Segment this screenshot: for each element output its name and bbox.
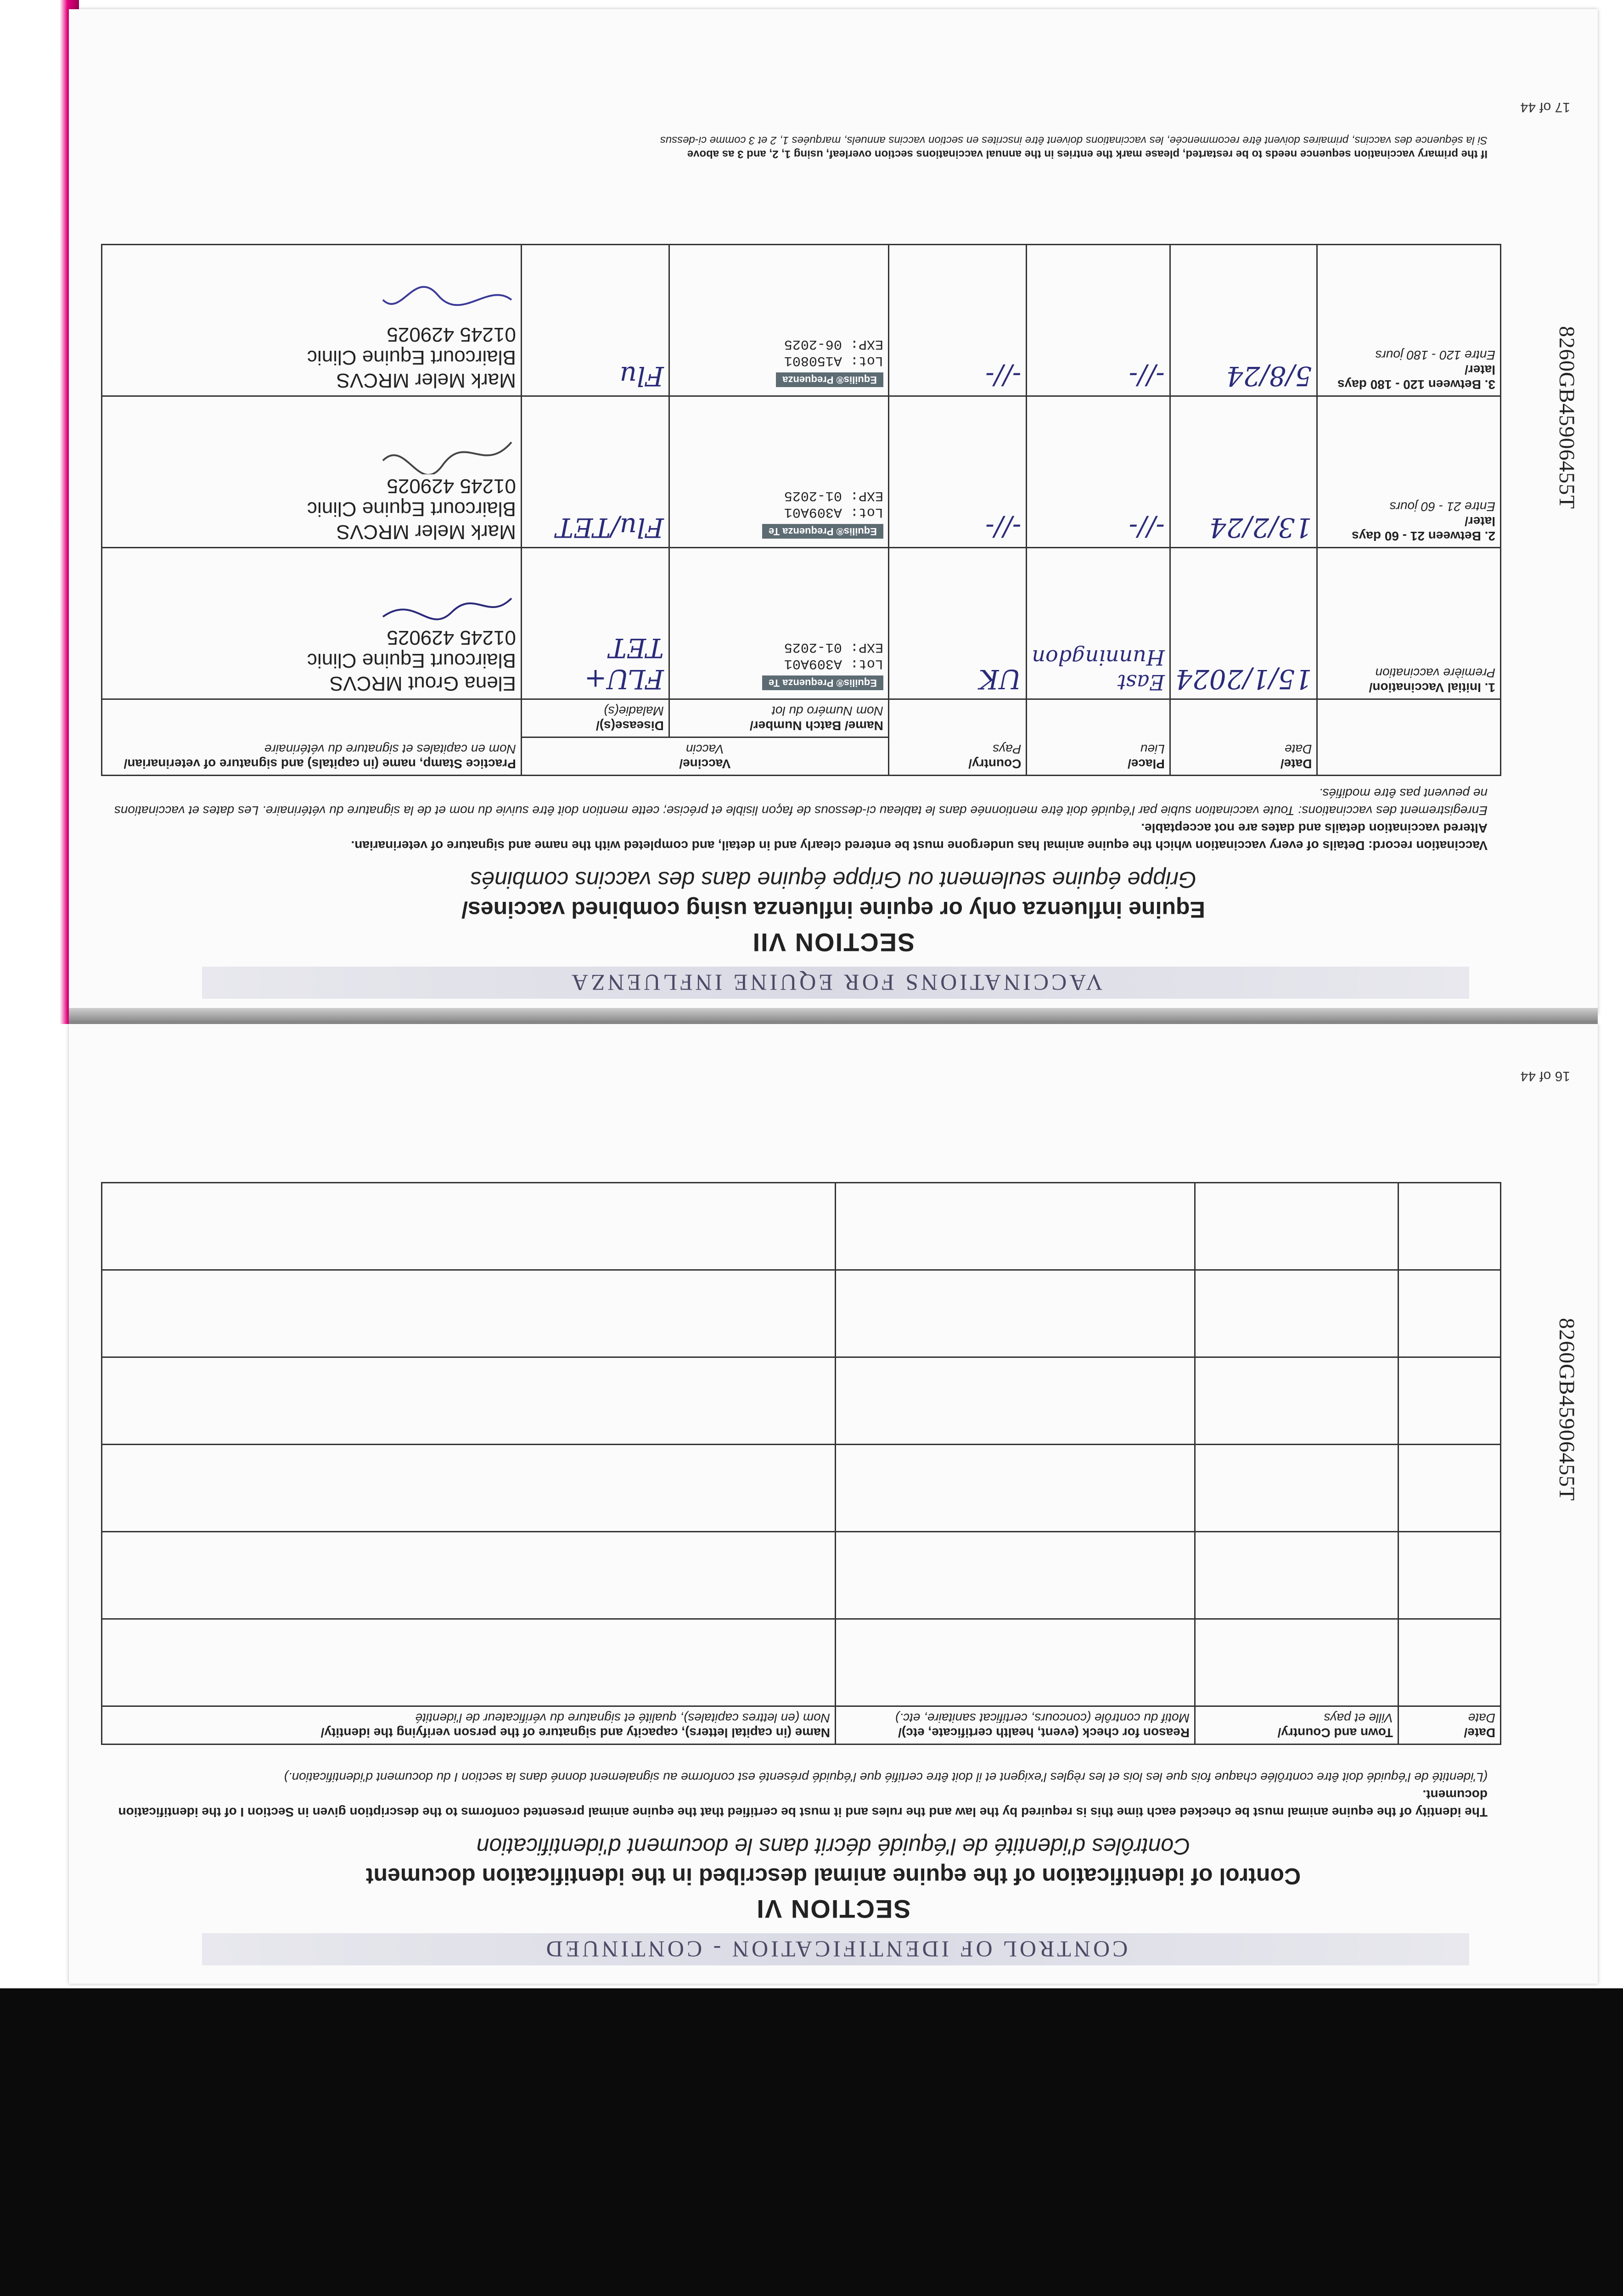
row-date: 15/1/2024 <box>1170 548 1317 699</box>
row-country: -//- <box>888 396 1026 548</box>
col-country: Country/ Pays <box>888 699 1026 776</box>
row-label: 2. Between 21 - 60 days later/ Entre 21 - 60 jours <box>1317 396 1501 548</box>
table-row <box>102 1357 1501 1445</box>
stamp-phone: 01245 429025 <box>387 475 516 497</box>
row-date: 13/2/24 <box>1170 396 1317 548</box>
vaccine-label-sticker: Equilis® Prequenza <box>776 372 883 387</box>
heading-fr: Grippe équine seulement ou Grippe équine dans des vaccins combinés <box>470 867 1196 893</box>
page-16-content <box>69 1024 1598 1984</box>
col-verifier: Name (in capital letters), capacity and signature of the person verifying the identity/ Nom (en lettres capitales), qualité et signature du vérificateur de l'identité <box>102 1706 836 1745</box>
col-vaccine-name: Name/ Batch Number/ Nom Numéro du lot <box>669 699 888 737</box>
table-row <box>102 396 1501 548</box>
stamp-clinic: Blaircourt Equine Clinic <box>307 346 516 369</box>
col-date: Date/ Date <box>1398 1706 1501 1745</box>
vaccine-label-sticker: Equilis® Prequenza Te <box>762 675 883 690</box>
stamp-phone: 01245 429025 <box>387 323 516 346</box>
section-title: SECTION VI <box>756 1895 911 1924</box>
scan-margin-left <box>0 0 55 1988</box>
vaccine-lot: Lot: A309A01 <box>784 504 883 520</box>
vaccine-lot: Lot: A150801 <box>784 353 883 368</box>
page-16 <box>69 1024 1598 1984</box>
vaccination-table <box>101 244 1501 776</box>
row-vaccine <box>669 396 888 548</box>
section-band: CONTROL OF IDENTIFICATION - CONTINUED <box>202 1933 1469 1965</box>
signature-mark <box>378 433 516 474</box>
vaccine-exp: EXP: 06-2025 <box>784 336 883 352</box>
stamp-name: Mark Meler MRCVS <box>336 521 516 543</box>
row-stamp <box>102 396 522 548</box>
row-place: East Hunningdon <box>1027 548 1170 699</box>
col-vaccine: Vaccine/ Vaccin <box>521 737 888 776</box>
footer-note <box>106 133 1488 161</box>
row-country: UK <box>888 548 1026 699</box>
page-17 <box>69 9 1598 1015</box>
col-town: Town and Country/ Ville et pays <box>1195 1706 1398 1745</box>
row-vaccine <box>669 245 888 396</box>
note-label: Vaccination record: <box>1368 838 1488 853</box>
identity-check-table <box>101 1182 1501 1745</box>
stamp-clinic: Blaircourt Equine Clinic <box>307 649 516 672</box>
table-row <box>102 1445 1501 1532</box>
note-text-fr: Enregistrement des vaccinations: Toute vaccination subie par l'équidé doit être mentionnée dans le tableau ci-dessous de façon lisible et précise; cette mention doit être suivie du nom et de la signature du vétérinaire. Les dates et vaccinations ne peuvent pas être modifiés. <box>114 786 1488 818</box>
vaccine-label-sticker: Equilis® Prequenza Te <box>762 524 883 539</box>
stamp-name: Mark Meler MRCVS <box>336 369 516 392</box>
heading-fr: Contrôles d'identité de l'équidé décrit dans le document d'identification <box>476 1834 1191 1859</box>
table-header-row <box>102 737 1501 776</box>
passport-number: 8260GB45906455T <box>1555 326 1579 509</box>
stamp-phone: 01245 429025 <box>387 626 516 649</box>
vaccination-note <box>106 784 1488 854</box>
row-disease: FLU+ TET <box>521 548 669 699</box>
table-row <box>102 1270 1501 1357</box>
row-disease: Flu/TET <box>521 396 669 548</box>
page-number: 17 of 44 <box>1520 100 1570 115</box>
passport-number: 8260GB45906455T <box>1555 1318 1579 1501</box>
stamp-name: Elena Grout MRCVS <box>329 672 516 695</box>
col-place: Place/ Lieu <box>1027 699 1170 776</box>
col-stamp: Practice Stamp, name (in capitals) and signature of veterinarian/ Nom en capitales et signature du vétérinaire <box>102 699 522 776</box>
col-disease: Disease(s)/ Maladie(s) <box>521 699 669 737</box>
page-17-content <box>69 9 1598 1015</box>
row-label: 3. Between 120 - 180 days later/ Entre 120 - 180 jours <box>1317 245 1501 396</box>
stamp-clinic: Blaircourt Equine Clinic <box>307 498 516 520</box>
section-band: VACCINATIONS FOR EQUINE INFLUENZA <box>202 967 1469 999</box>
col-date: Date/ Date <box>1170 699 1317 776</box>
table-row <box>102 245 1501 396</box>
vaccine-exp: EXP: 01-2025 <box>784 488 883 503</box>
note-text-en: Details of every vaccination which the equine animal has undergone must be entered clearly and in detail, and completed with the name and signature of veterinarian. <box>351 838 1365 853</box>
row-place: -//- <box>1027 245 1170 396</box>
scan-margin-dark <box>0 1988 1623 2296</box>
row-disease: Flu <box>521 245 669 396</box>
table-header-row <box>102 1706 1501 1745</box>
signature-mark <box>378 585 516 626</box>
table-row <box>102 1532 1501 1619</box>
note-text-en2: Altered vaccination details and dates are not acceptable. <box>1141 821 1488 835</box>
heading-en: Equine influenza only or equine influenza using combined vaccines/ <box>461 897 1205 923</box>
identity-note <box>106 1768 1488 1821</box>
section-title: SECTION VII <box>752 928 915 957</box>
table-row <box>102 1183 1501 1270</box>
signature-mark <box>378 281 516 323</box>
row-vaccine <box>669 548 888 699</box>
col-reason: Reason for check (event, health certificate, etc)/ Motif du contrôle (concours, certificat sanitaire, etc.) <box>836 1706 1195 1745</box>
footer-note-fr: Si la séquence des vaccins, primaires doivent être recommencée, les vaccinations doivent être inscrites en section vaccins annuels, marquées 1, 2 et 3 comme ci-dessus <box>660 134 1488 146</box>
row-stamp <box>102 548 522 699</box>
row-date: 5/8/24 <box>1170 245 1317 396</box>
page-number: 16 of 44 <box>1520 1069 1570 1084</box>
row-label: 1. Initial Vaccination/ Première vaccination <box>1317 548 1501 699</box>
row-place: -//- <box>1027 396 1170 548</box>
heading-en: Control of identification of the equine animal described in the identification document <box>365 1863 1301 1889</box>
vaccine-lot: Lot: A309A01 <box>784 656 883 671</box>
vaccine-exp: EXP: 01-2025 <box>784 639 883 655</box>
row-country: -//- <box>888 245 1026 396</box>
row-stamp <box>102 245 522 396</box>
identity-note-fr: (L'identité de l'équidé doit être contrôlée chaque fois que les lois et les règles l'exigent et il doit être certifié que l'équidé présenté est conforme au signalement donné dans la section I du document d'identification.) <box>284 1770 1488 1784</box>
table-row <box>102 1619 1501 1706</box>
table-row <box>102 548 1501 699</box>
footer-note-en: If the primary vaccination sequence needs to be restarted, please mark the entries in the annual vaccinations section overleaf, using 1, 2, and 3 as above <box>687 148 1488 160</box>
identity-note-en: The identity of the equine animal must be checked each time this is required by the law and the rules and it must be certified that the equine animal presented conforms to the description given in Section I of the identification document. <box>118 1788 1488 1819</box>
col-label <box>1317 699 1501 776</box>
